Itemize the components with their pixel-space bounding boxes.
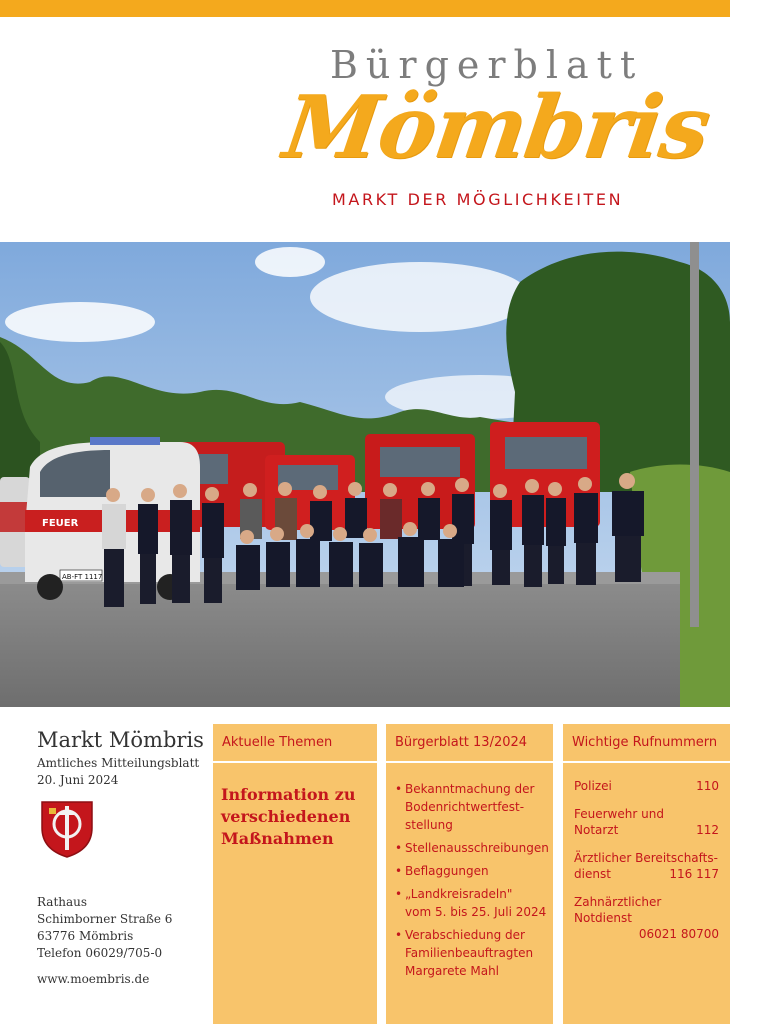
current-topics-box: [213, 724, 377, 1024]
phone-numbers-list: [574, 778, 719, 954]
current-topics-heading: Aktuelle Themen: [222, 735, 333, 750]
list-item: • Verabschiedung der Familienbeauftragten Margarete Mahl: [395, 926, 555, 980]
cloud: [310, 262, 530, 332]
left-vehicle-stripe: [0, 502, 28, 532]
license-plate-text: AB-FT 1117: [62, 573, 103, 581]
phone-entry-number: 112: [696, 823, 719, 837]
fire-truck-window: [505, 437, 587, 469]
masthead-title-main: Mömbris: [277, 77, 716, 178]
important-numbers-heading: Wichtige Rufnummern: [572, 735, 718, 750]
phone-entry-label: Zahnärztlicher Notdienst: [574, 895, 662, 925]
address-label: Rathaus: [37, 895, 88, 909]
phone-entry-label: Ärztlicher Bereitschafts- dienst: [574, 851, 718, 881]
phone-entry-number: 06021 80700: [638, 927, 719, 941]
phone-entry: [574, 850, 719, 882]
phone-entry-label: Feuerwehr und Notarzt: [574, 807, 664, 837]
municipality-title: Markt Mömbris: [37, 728, 204, 752]
address-street: Schimborner Straße 6: [37, 912, 173, 926]
cover-photo-illustration: [0, 242, 730, 707]
issue-topics-list: [395, 780, 555, 985]
phone-entry-label: Polizei: [574, 779, 612, 793]
phone-entry: [574, 778, 719, 794]
phone-entry: [574, 894, 719, 942]
current-topics-text: Information zu verschiedenen Maßnahmen: [221, 785, 356, 848]
address-city: 63776 Mömbris: [37, 929, 134, 943]
publisher-info: [37, 724, 202, 1024]
important-numbers-box: [563, 724, 730, 1024]
blue-light: [90, 437, 160, 445]
cloud: [5, 302, 155, 342]
phone-entry-number: 116 117: [669, 867, 719, 881]
cover-photo: [0, 242, 730, 707]
wheel: [37, 574, 63, 600]
divider: [386, 761, 553, 763]
top-accent-bar: [0, 0, 730, 17]
issue-contents-box: [386, 724, 553, 1024]
website-link[interactable]: www.moembris.de: [37, 972, 150, 986]
issue-heading: Bürgerblatt 13/2024: [395, 735, 528, 750]
masthead-tagline: MARKT DER MÖGLICHKEITEN: [332, 190, 624, 209]
divider: [563, 761, 730, 763]
publication-info: [37, 755, 199, 789]
list-item: • Bekanntmachung der Bodenrichtwertfest- stellung: [395, 780, 555, 834]
masthead: [0, 17, 770, 242]
phone-entry-number: 110: [696, 779, 719, 793]
fire-van-label: FEUER: [42, 518, 79, 529]
street-pole: [690, 242, 699, 627]
road: [0, 572, 680, 707]
list-item: • Stellenausschreibungen: [395, 839, 555, 857]
list-item: • Beflaggungen: [395, 862, 555, 880]
publication-date: 20. Juni 2024: [37, 773, 119, 787]
town-hall-address: [37, 894, 172, 962]
cloud: [255, 247, 325, 277]
phone-entry: [574, 806, 719, 838]
coat-of-arms-icon: [40, 800, 94, 858]
divider: [213, 761, 377, 763]
fire-truck-window: [380, 447, 460, 477]
address-phone: Telefon 06029/705-0: [37, 946, 163, 960]
masthead-title-top: Bürgerblatt: [330, 43, 644, 87]
list-item: • „Landkreisradeln" vom 5. bis 25. Juli 2024: [395, 885, 555, 921]
publication-subtitle: Amtliches Mitteilungsblatt: [37, 756, 200, 770]
